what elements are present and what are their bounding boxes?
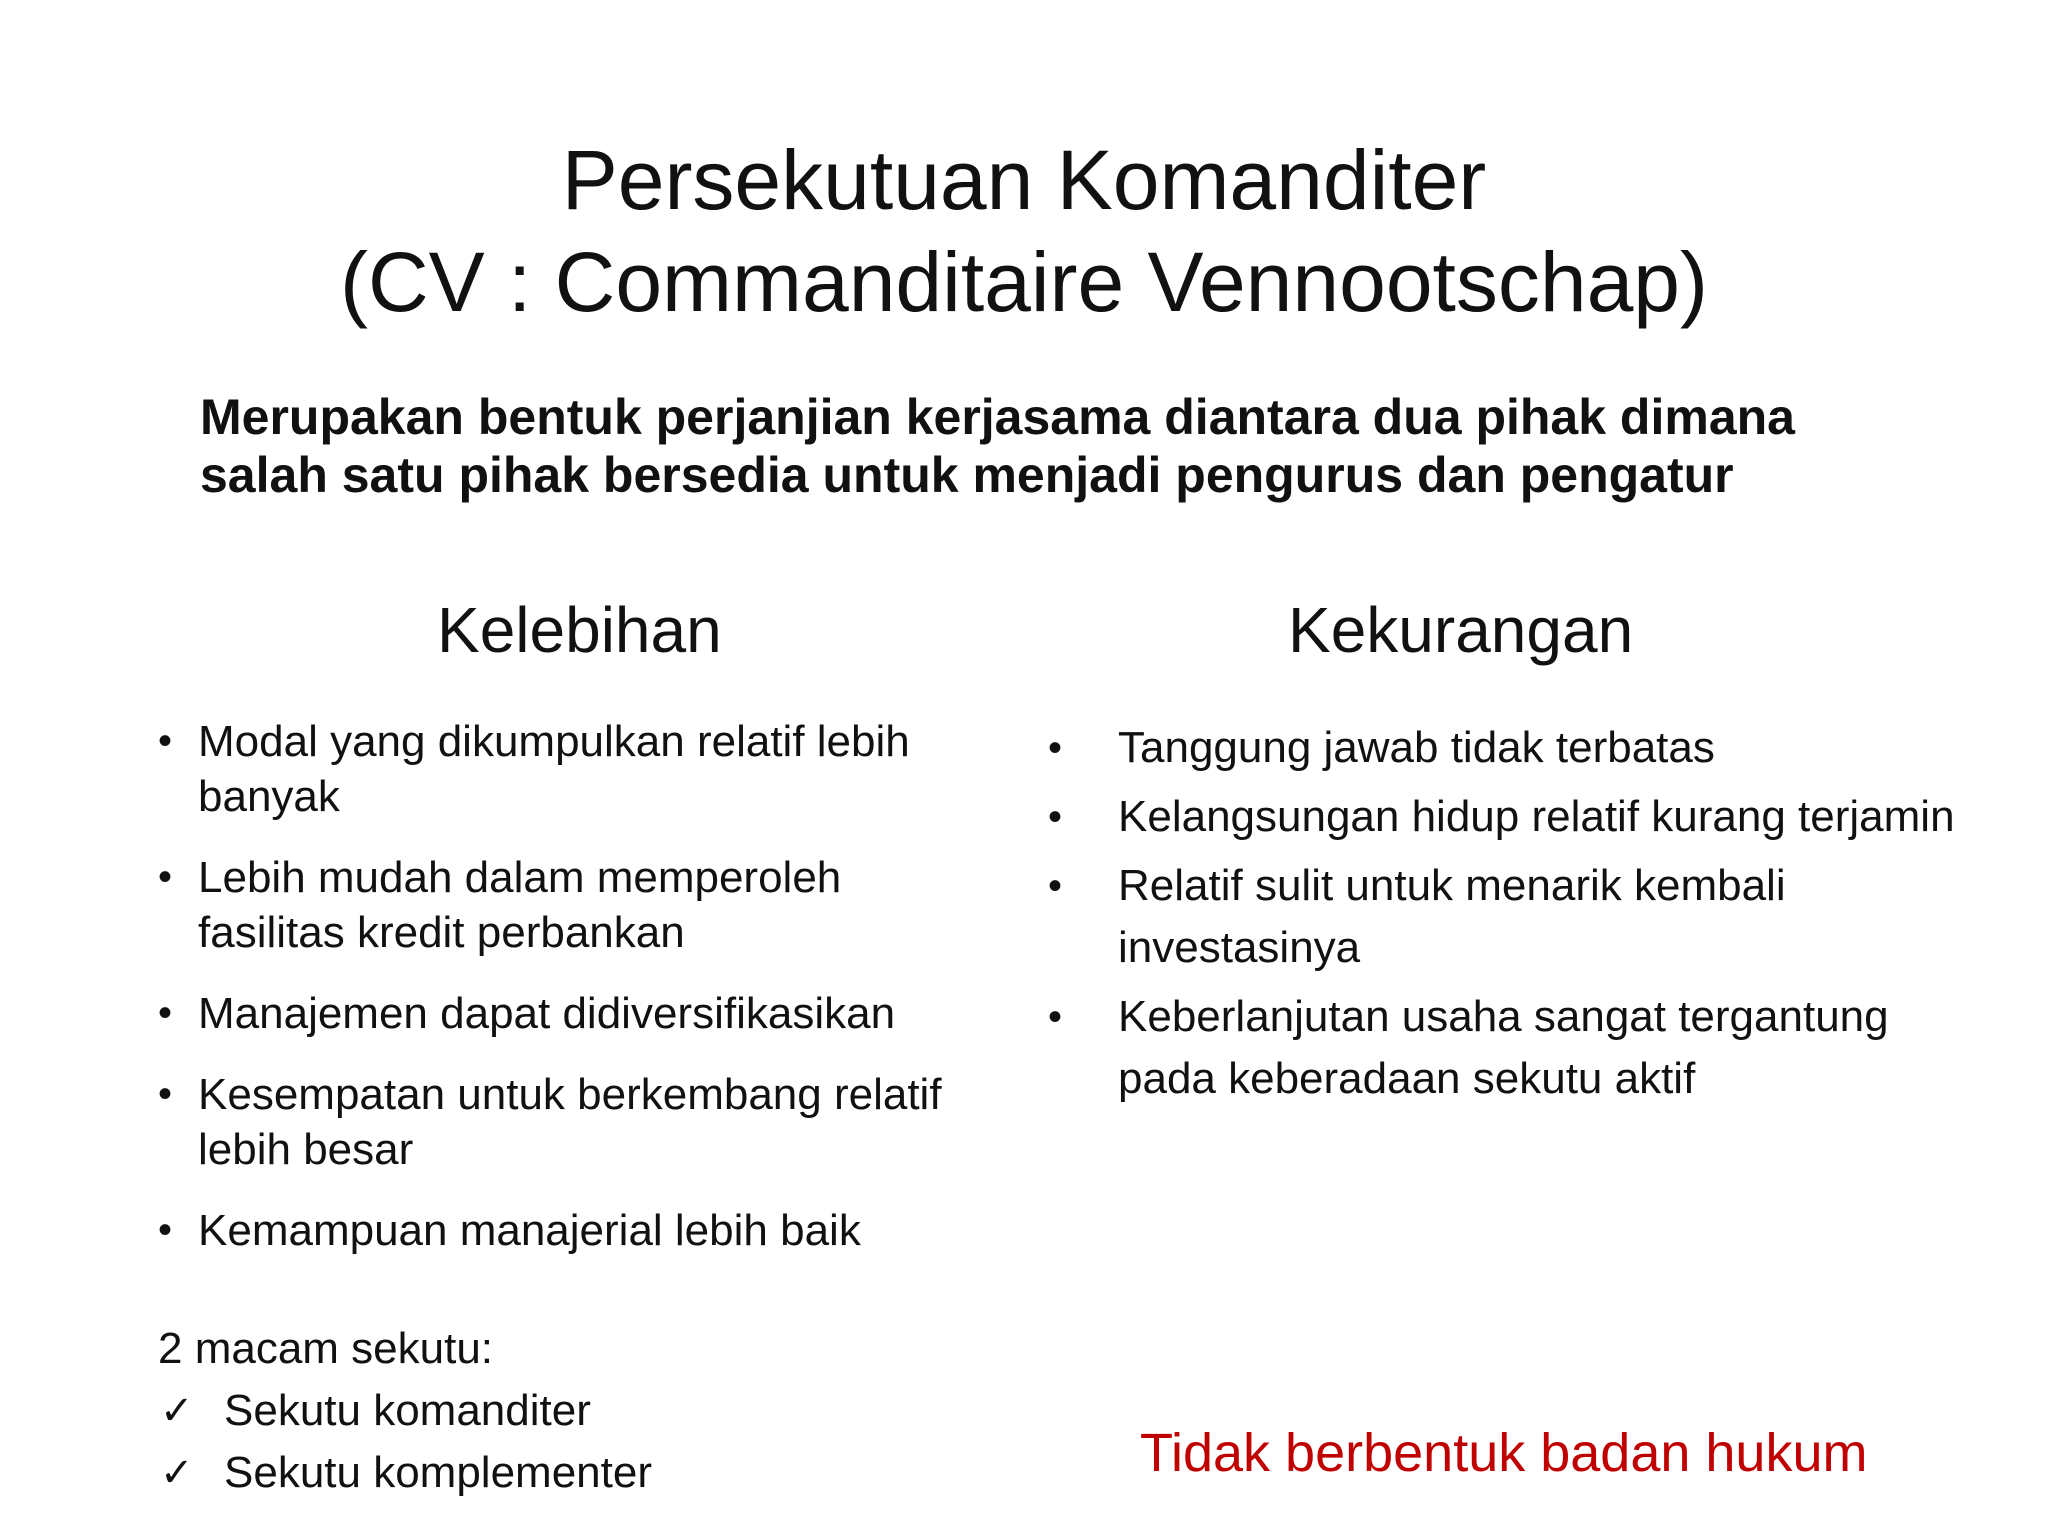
kekurangan-item bbox=[1048, 855, 2038, 979]
bullet-icon: • bbox=[1048, 864, 1063, 908]
sekutu-list bbox=[158, 1380, 652, 1504]
kelebihan-heading: Kelebihan bbox=[437, 594, 722, 666]
slide-title-line-1: Persekutuan Komanditer bbox=[561, 133, 1487, 227]
bullet-icon: • bbox=[158, 1072, 173, 1116]
legal-status-note: Tidak berbentuk badan hukum bbox=[1140, 1423, 1868, 1483]
item-line-1: Lebih mudah dalam memperoleh bbox=[198, 853, 842, 902]
item-line-1: Manajemen dapat didiversifikasikan bbox=[198, 989, 896, 1038]
sekutu-section bbox=[158, 1318, 652, 1504]
sekutu-item bbox=[158, 1380, 652, 1442]
kelebihan-item bbox=[158, 714, 1038, 824]
sekutu-item-label: Sekutu komanditer bbox=[224, 1386, 591, 1435]
bullet-icon: • bbox=[158, 855, 173, 899]
item-line-1: Modal yang dikumpulkan relatif lebih bbox=[198, 717, 910, 766]
intro-line-1: Merupakan bentuk perjanjian kerjasama diantara dua pihak dimana bbox=[200, 389, 1795, 445]
item-line-2: lebih besar bbox=[198, 1125, 414, 1174]
item-line-2: fasilitas kredit perbankan bbox=[198, 908, 685, 957]
checkmark-icon: ✓ bbox=[160, 1389, 194, 1433]
kelebihan-item bbox=[158, 986, 1038, 1041]
item-line-1: Kesempatan untuk berkembang relatif bbox=[198, 1070, 942, 1119]
kekurangan-list bbox=[1048, 717, 2038, 1117]
item-line-1: Kemampuan manajerial lebih baik bbox=[198, 1206, 861, 1255]
kelebihan-item bbox=[158, 1203, 1038, 1258]
kekurangan-item bbox=[1048, 717, 2038, 779]
bullet-icon: • bbox=[158, 1208, 173, 1252]
checkmark-icon: ✓ bbox=[160, 1451, 194, 1495]
item-line-1: Relatif sulit untuk menarik kembali bbox=[1118, 861, 1786, 910]
item-line-1: Kelangsungan hidup relatif kurang terjamin bbox=[1118, 792, 1955, 841]
sekutu-item-label: Sekutu komplementer bbox=[224, 1448, 652, 1497]
sekutu-heading: 2 macam sekutu: bbox=[158, 1324, 494, 1373]
kelebihan-item bbox=[158, 850, 1038, 960]
kekurangan-item bbox=[1048, 786, 2038, 848]
intro-line-2: salah satu pihak bersedia untuk menjadi pengurus dan pengatur bbox=[200, 447, 1734, 503]
bullet-icon: • bbox=[158, 719, 173, 763]
item-line-1: Tanggung jawab tidak terbatas bbox=[1118, 723, 1715, 772]
item-line-2: banyak bbox=[198, 772, 340, 821]
kekurangan-heading: Kekurangan bbox=[1288, 594, 1634, 666]
bullet-icon: • bbox=[1048, 795, 1063, 839]
item-line-2: investasinya bbox=[1118, 923, 1361, 972]
bullet-icon: • bbox=[1048, 995, 1063, 1039]
intro-paragraph bbox=[200, 388, 1900, 504]
item-line-2: pada keberadaan sekutu aktif bbox=[1118, 1054, 1696, 1103]
bullet-icon: • bbox=[1048, 726, 1063, 770]
kelebihan-list bbox=[158, 714, 1038, 1284]
kekurangan-item bbox=[1048, 986, 2038, 1110]
bullet-icon: • bbox=[158, 991, 173, 1035]
item-line-1: Keberlanjutan usaha sangat tergantung bbox=[1118, 992, 1889, 1041]
slide-title-line-2: (CV : Commanditaire Vennootschap) bbox=[340, 235, 1708, 329]
sekutu-item bbox=[158, 1442, 652, 1504]
kelebihan-item bbox=[158, 1067, 1038, 1177]
